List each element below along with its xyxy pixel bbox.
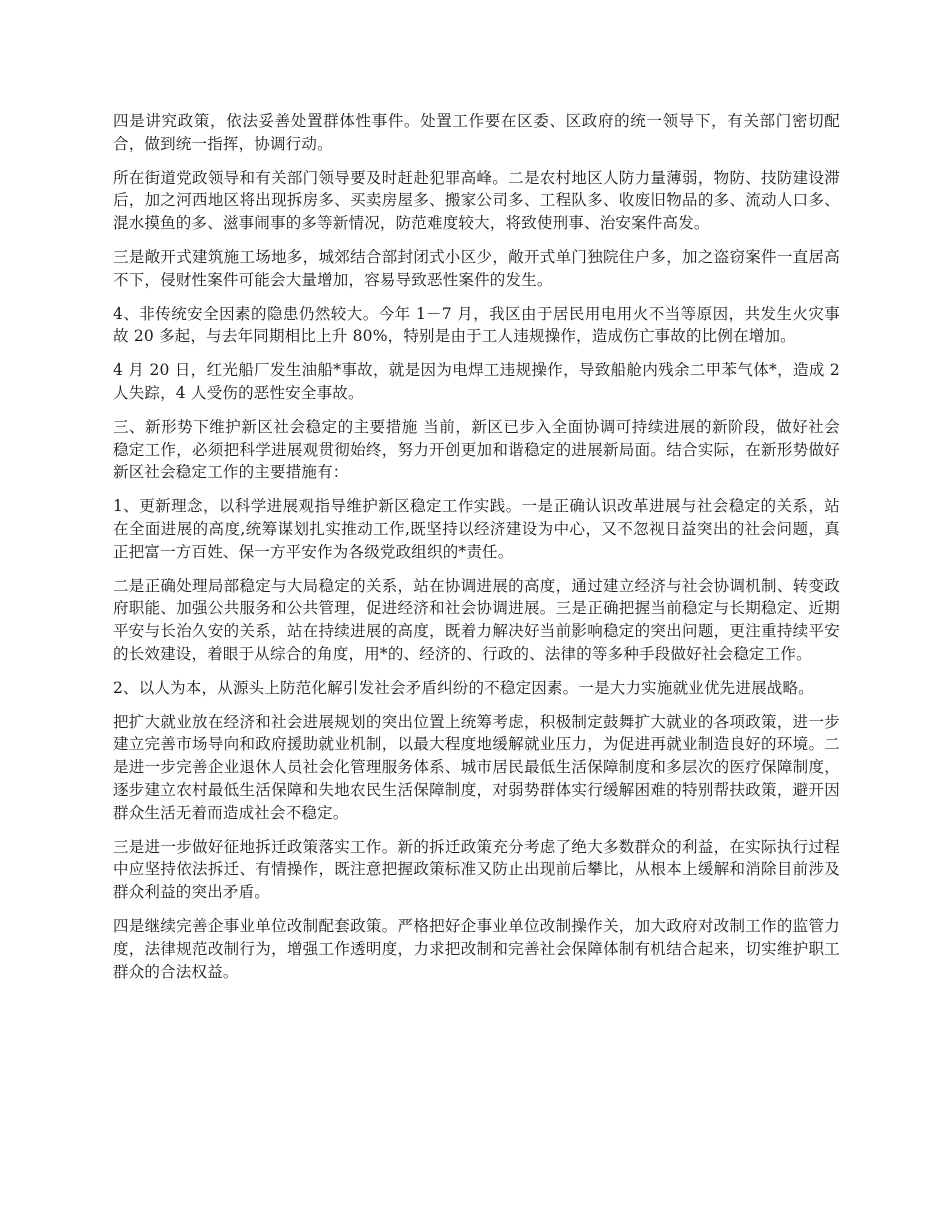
paragraph: 4 月 20 日，红光船厂发生油船*事故，就是因为电焊工违规操作，导致船舱内残余二甲苯气体*，造成 2 人失踪，4 人受伤的恶性安全事故。 [113,361,840,402]
paragraph: 三、新形势下维护新区社会稳定的主要措施 当前，新区已步入全面协调可持续进展的新阶段，做好社会稳定工作，必须把科学进展观贯彻始终，努力开创更加和谐稳定的进展新局面。结合实际，在新形势做好新区社会稳定工作的主要措施有： [113,417,840,482]
paragraph: 四是继续完善企事业单位改制配套政策。严格把好企事业单位改制操作关，加大政府对改制工作的监管力度，法律规范改制行为，增强工作透明度，力求把改制和完善社会保障体制有机结合起来，切实维护职工群众的合法权益。 [113,916,840,981]
paragraph: 1、更新理念，以科学进展观指导维护新区稳定工作实践。一是正确认识改革进展与社会稳定的关系，站在全面进展的高度,统筹谋划扎实推动工作,既坚持以经济建设为中心，又不忽视日益突出的社会问题，真正把富一方百姓、保一方平安作为各级党政组织的*责任。 [113,497,840,561]
paragraph: 所在街道党政领导和有关部门领导要及时赶赴犯罪高峰。二是农村地区人防力量薄弱，物防、技防建设滞后，加之河西地区将出现拆房多、买卖房屋多、搬家公司多、工程队多、收废旧物品的多、流动人口多、混水摸鱼的多、滋事闹事的多等新情况，防范难度较大，将致使刑事、治安案件高发。 [113,168,840,233]
document-body [113,110,840,994]
paragraph: 二是正确处理局部稳定与大局稳定的关系，站在协调进展的高度，通过建立经济与社会协调机制、转变政府职能、加强公共服务和公共管理，促进经济和社会协调进展。三是正确把握当前稳定与长期稳定、近期平安与长治久安的关系，站在持续进展的高度，既着力解决好当前影响稳定的突出问题，更注重持续平安的长效建设，着眼于从综合的角度，用*的、经济的、行政的、法律的等多种手段做好社会稳定工作。 [113,576,840,663]
paragraph: 4、非传统安全因素的隐患仍然较大。今年 1－7 月，我区由于居民用电用火不当等原因，共发生火灾事故 20 多起，与去年同期相比上升 80%，特别是由于工人违规操作，造成伤亡事故的比例在增加。 [113,304,840,346]
paragraph: 四是讲究政策，依法妥善处置群体性事件。处置工作要在区委、区政府的统一领导下，有关部门密切配合，做到统一指挥，协调行动。 [113,112,840,153]
paragraph: 2、以人为本，从源头上防范化解引发社会矛盾纠纷的不稳定因素。一是大力实施就业优先进展战略。 [113,678,814,697]
paragraph: 三是敞开式建筑施工场地多，城郊结合部封闭式小区少，敞开式单门独院住户多，加之盗窃案件一直居高不下，侵财性案件可能会大量增加，容易导致恶性案件的发生。 [113,247,840,289]
paragraph: 三是进一步做好征地拆迁政策落实工作。新的拆迁政策充分考虑了绝大多数群众的利益，在实际执行过程中应坚持依法拆迁、有情操作，既注意把握政策标准又防止出现前后攀比，从根本上缓解和消除目前涉及群众利益的突出矛盾。 [113,837,840,902]
paragraph: 把扩大就业放在经济和社会进展规划的突出位置上统筹考虑，积极制定鼓舞扩大就业的各项政策，进一步建立完善市场导向和政府援助就业机制，以最大程度地缓解就业压力，为促进再就业制造良好的环境。二是进一步完善企业退休人员社会化管理服务体系、城市居民最低生活保障制度和多层次的医疗保障制度，逐步建立农村最低生活保障和失地农民生活保障制度，对弱势群体实行缓解困难的特别帮扶政策，避开因群众生活无着而造成社会不稳定。 [113,712,840,822]
